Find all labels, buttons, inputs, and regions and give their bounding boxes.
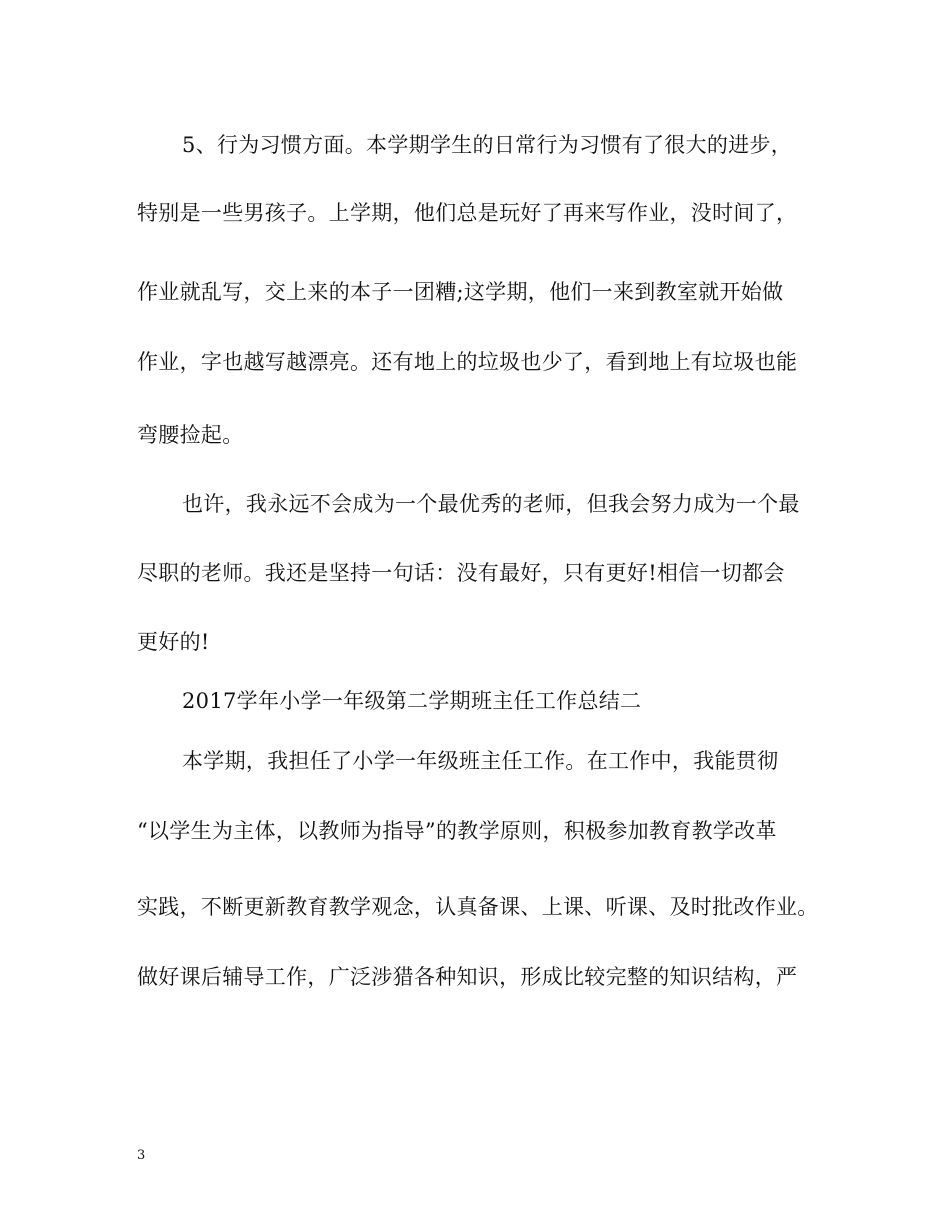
paragraph-line: “以学生为主体，以教师为指导”的教学原则，积极参加教育教学改革 — [137, 819, 777, 843]
section-heading: 2017学年小学一年级第二学期班主任工作总结二 — [182, 689, 642, 713]
paragraph-line: 本学期，我担任了小学一年级班主任工作。在工作中，我能贯彻 — [182, 749, 779, 773]
paragraph-line: 也许，我永远不会成为一个最优秀的老师，但我会努力成为一个最 — [182, 492, 800, 516]
paragraph-line: 5、行为习惯方面。本学期学生的日常行为习惯有了很大的进步， — [182, 133, 793, 157]
paragraph-line: 特别是一些男孩子。上学期，他们总是玩好了再来写作业，没时间了， — [137, 201, 798, 225]
page-number: 3 — [137, 1148, 146, 1163]
paragraph-line: 做好课后辅导工作，广泛涉猎各种知识，形成比较完整的知识结构，严 — [137, 965, 798, 989]
paragraph-line: 弯腰捡起。 — [137, 423, 244, 447]
paragraph-line: 更好的! — [137, 630, 210, 654]
paragraph-line: 作业就乱写，交上来的本子一团糟;这学期，他们一来到教室就开始做 — [137, 280, 784, 304]
paragraph-line: 尽职的老师。我还是坚持一句话：没有最好，只有更好!相信一切都会 — [137, 561, 785, 585]
paragraph-line: 作业，字也越写越漂亮。还有地上的垃圾也少了，看到地上有垃圾也能 — [137, 350, 798, 374]
paragraph-line: 实践，不断更新教育教学观念，认真备课、上课、听课、及时批改作业。 — [137, 895, 819, 919]
